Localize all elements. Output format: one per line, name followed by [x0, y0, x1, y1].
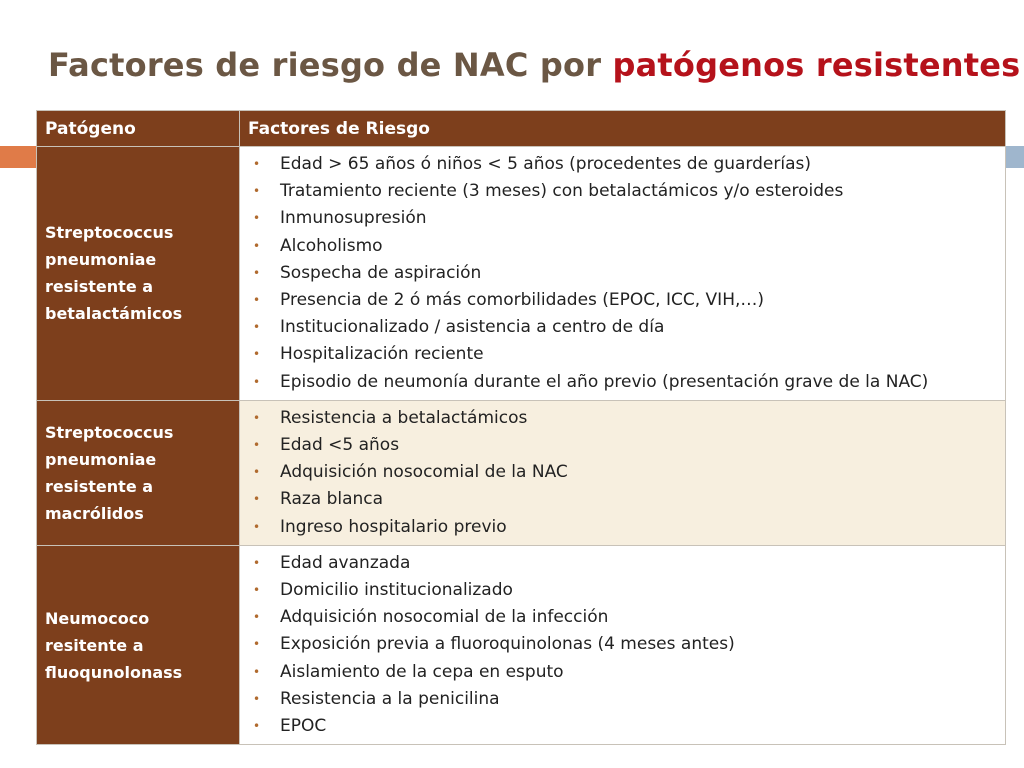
factor-text: Tratamiento reciente (3 meses) con betalactámicos y/o esteroides	[280, 181, 844, 202]
list-item	[250, 486, 1005, 513]
bullet-icon: •	[253, 410, 261, 425]
pathogen-line: resistente a	[45, 476, 154, 496]
bullet-icon: •	[253, 610, 261, 625]
bullet-icon: •	[253, 265, 261, 280]
pathogen-line: betalactámicos	[45, 304, 183, 324]
bullet-icon: •	[253, 691, 261, 706]
table-header-row	[37, 111, 1006, 147]
header-risk-factors: Factores de Riesgo	[240, 111, 1006, 147]
list-item	[250, 514, 1005, 541]
factor-text: Presencia de 2 ó más comorbilidades (EPOC, ICC, VIH,…)	[280, 290, 765, 311]
list-item	[250, 659, 1005, 686]
list-item	[250, 341, 1005, 368]
list-item	[250, 233, 1005, 260]
risk-factors-table	[36, 110, 1006, 745]
factor-text: Alcoholismo	[280, 235, 383, 256]
pathogen-line: Streptococcus	[45, 422, 174, 442]
list-item	[250, 631, 1005, 658]
factor-text: Resistencia a betalactámicos	[280, 407, 528, 428]
bullet-icon: •	[253, 374, 261, 389]
table-row	[37, 400, 1006, 545]
factors-cell	[240, 400, 1006, 545]
factor-text: Sospecha de aspiración	[280, 262, 482, 283]
factor-list	[250, 405, 1005, 541]
pathogen-line: Streptococcus	[45, 223, 174, 243]
bullet-icon: •	[253, 238, 261, 253]
pathogen-line: macrólidos	[45, 503, 144, 523]
pathogen-cell	[37, 545, 240, 744]
list-item	[250, 205, 1005, 232]
factor-text: Aislamiento de la cepa en esputo	[280, 661, 564, 682]
factor-text: Institucionalizado / asistencia a centro de día	[280, 317, 665, 338]
list-item	[250, 550, 1005, 577]
bullet-icon: •	[253, 555, 261, 570]
table-row	[37, 147, 1006, 401]
bullet-icon: •	[253, 492, 261, 507]
bullet-icon: •	[253, 465, 261, 480]
orange-accent-bar	[0, 146, 36, 168]
bullet-icon: •	[253, 637, 261, 652]
factor-text: Edad avanzada	[280, 552, 411, 573]
blue-accent-bar	[1004, 146, 1024, 168]
pathogen-line: fluoqunolonass	[45, 662, 183, 682]
bullet-icon: •	[253, 347, 261, 362]
list-item	[250, 314, 1005, 341]
bullet-icon: •	[253, 184, 261, 199]
list-item	[250, 577, 1005, 604]
bullet-icon: •	[253, 211, 261, 226]
list-item	[250, 432, 1005, 459]
list-item	[250, 405, 1005, 432]
pathogen-line: pneumoniae	[45, 250, 157, 270]
bullet-icon: •	[253, 320, 261, 335]
factor-text: Domicilio institucionalizado	[280, 580, 513, 601]
list-item	[250, 260, 1005, 287]
list-item	[250, 604, 1005, 631]
factor-text: Resistencia a la penicilina	[280, 688, 500, 709]
factor-text: Exposición previa a fluoroquinolonas (4 meses antes)	[280, 634, 735, 655]
list-item	[250, 151, 1005, 178]
factor-text: Ingreso hospitalario previo	[280, 516, 507, 537]
list-item	[250, 287, 1005, 314]
pathogen-cell	[37, 147, 240, 401]
bullet-icon: •	[253, 293, 261, 308]
pathogen-line: Neumococo	[45, 608, 150, 628]
factor-list	[250, 550, 1005, 740]
header-pathogen: Patógeno	[37, 111, 240, 147]
title-main: Factores de riesgo de NAC por	[48, 46, 613, 84]
list-item	[250, 686, 1005, 713]
pathogen-cell	[37, 400, 240, 545]
factor-text: Raza blanca	[280, 489, 384, 510]
factor-text: Episodio de neumonía durante el año previo (presentación grave de la NAC)	[280, 371, 929, 392]
list-item	[250, 178, 1005, 205]
factor-text: Adquisición nosocomial de la infección	[280, 607, 609, 628]
bullet-icon: •	[253, 583, 261, 598]
bullet-icon: •	[253, 719, 261, 734]
factors-cell	[240, 545, 1006, 744]
bullet-icon: •	[253, 519, 261, 534]
factor-text: Hospitalización reciente	[280, 344, 484, 365]
list-item	[250, 369, 1005, 396]
table-row	[37, 545, 1006, 744]
bullet-icon: •	[253, 438, 261, 453]
pathogen-line: pneumoniae	[45, 449, 157, 469]
factor-text: Edad > 65 años ó niños < 5 años (procedentes de guarderías)	[280, 154, 811, 174]
slide-title	[48, 46, 1020, 84]
factors-cell	[240, 147, 1006, 401]
factor-list	[250, 151, 1005, 396]
title-accent: patógenos resistentes	[612, 46, 1021, 84]
pathogen-line: resistente a	[45, 277, 154, 297]
bullet-icon: •	[253, 157, 261, 171]
bullet-icon: •	[253, 664, 261, 679]
pathogen-line: resitente a	[45, 635, 144, 655]
factor-text: Adquisición nosocomial de la NAC	[280, 462, 568, 483]
factor-text: Edad <5 años	[280, 435, 400, 456]
factor-text: Inmunosupresión	[280, 208, 427, 229]
list-item	[250, 459, 1005, 486]
factor-text: EPOC	[280, 716, 327, 737]
list-item	[250, 713, 1005, 740]
